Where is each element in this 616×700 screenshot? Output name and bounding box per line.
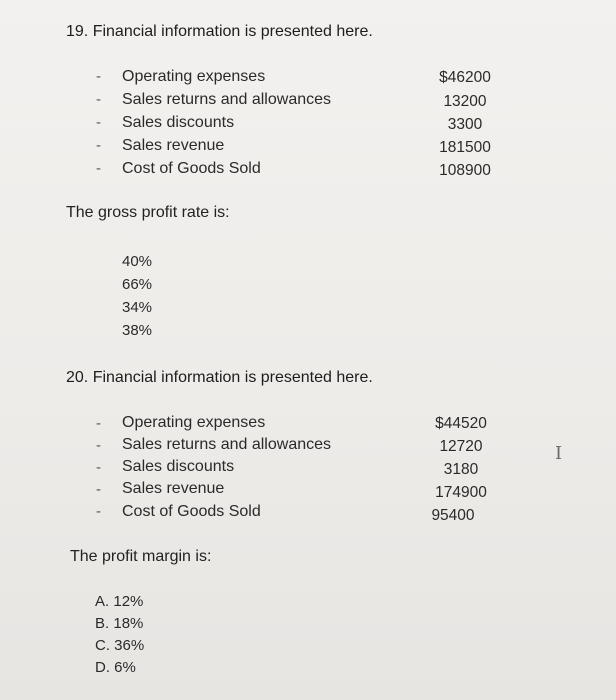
option-text: 18% (113, 615, 144, 632)
option-letter: B. (95, 615, 110, 632)
answer-option-a[interactable] (95, 593, 143, 610)
bullet-dash: - (96, 114, 101, 131)
item-amount: 174900 (435, 484, 487, 501)
item-amount: $46200 (439, 69, 491, 86)
bullet-dash: - (96, 68, 101, 85)
item-label: Sales revenue (122, 137, 225, 154)
item-label: Cost of Goods Sold (122, 503, 261, 520)
q19-title: 19. Financial information is presented here. (66, 23, 373, 40)
answer-option-d[interactable] (95, 659, 136, 676)
option-text: 12% (113, 593, 144, 610)
bullet-dash: - (96, 137, 101, 154)
item-amount: 181500 (439, 139, 491, 156)
item-label: Sales discounts (122, 114, 235, 131)
bullet-dash: - (96, 503, 101, 520)
answer-option[interactable]: 38% (122, 322, 153, 339)
answer-option-b[interactable] (95, 615, 143, 632)
bullet-dash: - (96, 415, 101, 432)
item-label: Sales discounts (122, 458, 235, 475)
answer-option-c[interactable] (95, 637, 144, 654)
option-text: 36% (114, 637, 145, 654)
bullet-dash: - (96, 91, 101, 108)
bullet-dash: - (96, 160, 101, 177)
item-amount: 95400 (431, 507, 475, 524)
item-amount: 12720 (439, 438, 483, 455)
item-amount: 3300 (447, 116, 483, 133)
option-letter: A. (95, 593, 110, 610)
item-label: Sales revenue (122, 480, 225, 497)
q20-title: 20. Financial information is presented here. (66, 369, 373, 386)
item-label: Sales returns and allowances (122, 436, 332, 453)
item-amount: 3180 (443, 461, 479, 478)
answer-option[interactable]: 34% (122, 299, 153, 316)
answer-option[interactable]: 40% (122, 253, 153, 270)
item-label: Operating expenses (122, 68, 266, 85)
q19-prompt: The gross profit rate is: (66, 204, 230, 221)
item-amount: 108900 (439, 162, 491, 179)
option-letter: C. (95, 637, 110, 654)
text-cursor-icon: I (555, 443, 563, 464)
item-label: Sales returns and allowances (122, 91, 332, 108)
item-amount: 13200 (443, 93, 487, 110)
option-letter: D. (95, 659, 110, 676)
option-text: 6% (114, 659, 136, 676)
bullet-dash: - (96, 481, 101, 498)
bullet-dash: - (96, 437, 101, 454)
answer-option[interactable]: 66% (122, 276, 153, 293)
item-label: Operating expenses (122, 414, 266, 431)
item-label: Cost of Goods Sold (122, 160, 261, 177)
bullet-dash: - (96, 459, 101, 476)
q20-prompt: The profit margin is: (70, 548, 212, 565)
item-amount: $44520 (435, 415, 487, 432)
